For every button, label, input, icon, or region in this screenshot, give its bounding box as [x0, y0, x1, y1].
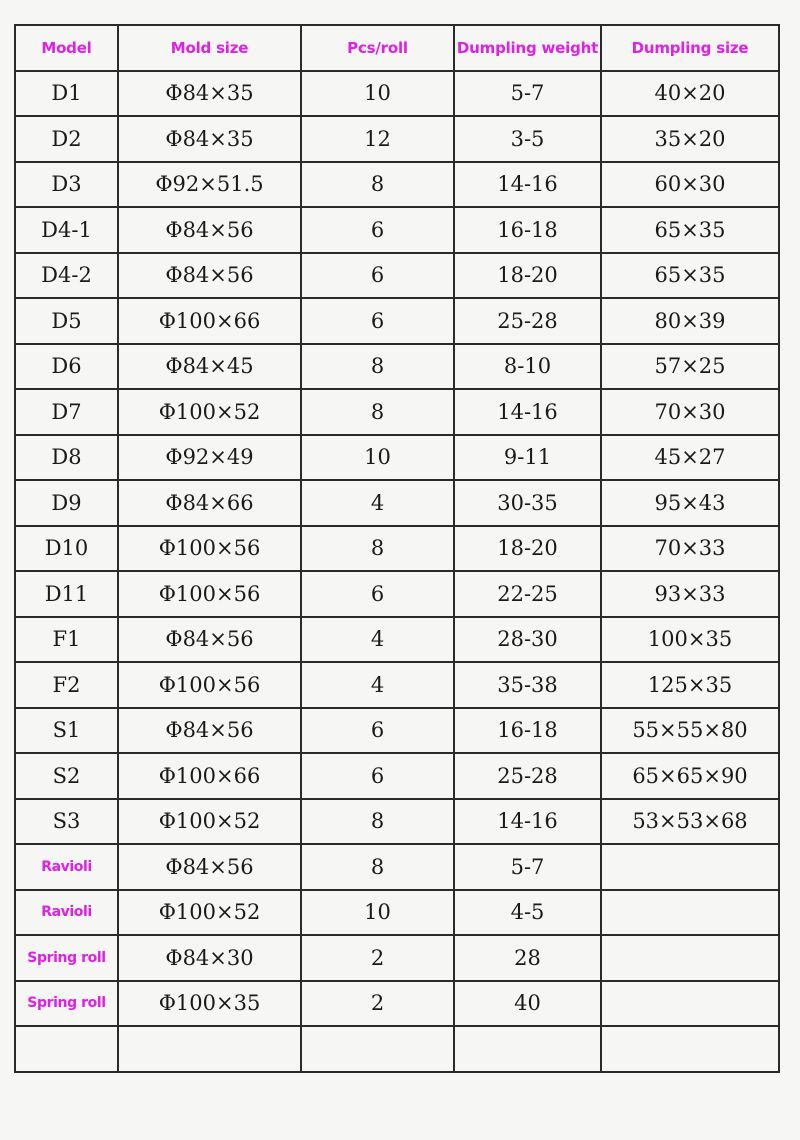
cell-pcs-per-roll: 10: [301, 435, 454, 481]
cell-dumpling-weight: 35-38: [454, 662, 601, 708]
table-row: [15, 890, 779, 936]
cell-dumpling-size: 65×35: [601, 253, 779, 299]
cell-pcs-per-roll: 10: [301, 890, 454, 936]
cell-mold-size: Φ100×66: [118, 753, 301, 799]
table-body: [15, 71, 779, 1072]
cell-dumpling-size: 35×20: [601, 116, 779, 162]
cell-model: D5: [15, 298, 118, 344]
cell-pcs-per-roll: 4: [301, 617, 454, 663]
cell-pcs-per-roll: 8: [301, 344, 454, 390]
cell-dumpling-weight: 5-7: [454, 844, 601, 890]
cell-dumpling-size: 57×25: [601, 344, 779, 390]
header-row: [15, 25, 779, 71]
cell-mold-size: Φ84×56: [118, 253, 301, 299]
cell-pcs-per-roll: 10: [301, 71, 454, 117]
table-row: [15, 571, 779, 617]
cell-dumpling-size: 53×53×68: [601, 799, 779, 845]
header-dumpling-size: Dumpling size: [601, 25, 779, 71]
cell-mold-size: Φ84×56: [118, 207, 301, 253]
cell-dumpling-size: 95×43: [601, 480, 779, 526]
cell-dumpling-weight: 4-5: [454, 890, 601, 936]
cell-model: S2: [15, 753, 118, 799]
cell-pcs-per-roll: 6: [301, 207, 454, 253]
table-row: [15, 617, 779, 663]
cell-model: D8: [15, 435, 118, 481]
cell-model: D11: [15, 571, 118, 617]
cell-pcs-per-roll: 4: [301, 480, 454, 526]
table-row: [15, 298, 779, 344]
cell-model: [15, 1026, 118, 1072]
cell-dumpling-size: 65×65×90: [601, 753, 779, 799]
cell-pcs-per-roll: [301, 1026, 454, 1072]
cell-dumpling-size: [601, 844, 779, 890]
cell-dumpling-size: 125×35: [601, 662, 779, 708]
cell-model: D7: [15, 389, 118, 435]
table-row: [15, 253, 779, 299]
cell-dumpling-size: 93×33: [601, 571, 779, 617]
cell-dumpling-weight: 40: [454, 981, 601, 1027]
cell-mold-size: Φ84×35: [118, 71, 301, 117]
cell-dumpling-weight: [454, 1026, 601, 1072]
cell-pcs-per-roll: 4: [301, 662, 454, 708]
cell-mold-size: Φ84×56: [118, 708, 301, 754]
cell-mold-size: Φ100×56: [118, 526, 301, 572]
table-row: [15, 435, 779, 481]
cell-pcs-per-roll: 8: [301, 799, 454, 845]
table-row: [15, 71, 779, 117]
table-row: [15, 753, 779, 799]
cell-mold-size: Φ100×56: [118, 662, 301, 708]
cell-dumpling-weight: 18-20: [454, 526, 601, 572]
cell-pcs-per-roll: 8: [301, 844, 454, 890]
cell-model: D2: [15, 116, 118, 162]
cell-model: D10: [15, 526, 118, 572]
cell-dumpling-size: 70×33: [601, 526, 779, 572]
cell-dumpling-weight: 16-18: [454, 207, 601, 253]
table-row: [15, 844, 779, 890]
cell-dumpling-size: 100×35: [601, 617, 779, 663]
cell-mold-size: Φ100×35: [118, 981, 301, 1027]
cell-pcs-per-roll: 6: [301, 708, 454, 754]
cell-dumpling-size: 40×20: [601, 71, 779, 117]
cell-pcs-per-roll: 6: [301, 253, 454, 299]
table-row: [15, 935, 779, 981]
header-mold-size: Mold size: [118, 25, 301, 71]
header-pcs-per-roll: Pcs/roll: [301, 25, 454, 71]
cell-pcs-per-roll: 6: [301, 571, 454, 617]
table-row: [15, 799, 779, 845]
cell-dumpling-weight: 3-5: [454, 116, 601, 162]
cell-pcs-per-roll: 2: [301, 981, 454, 1027]
table-row: [15, 708, 779, 754]
cell-mold-size: Φ92×49: [118, 435, 301, 481]
cell-dumpling-weight: 30-35: [454, 480, 601, 526]
cell-dumpling-weight: 18-20: [454, 253, 601, 299]
cell-dumpling-weight: 14-16: [454, 389, 601, 435]
cell-dumpling-size: 70×30: [601, 389, 779, 435]
cell-dumpling-weight: 25-28: [454, 298, 601, 344]
cell-model: D4-2: [15, 253, 118, 299]
cell-model: F2: [15, 662, 118, 708]
cell-dumpling-weight: 8-10: [454, 344, 601, 390]
cell-model: D4-1: [15, 207, 118, 253]
cell-dumpling-size: 45×27: [601, 435, 779, 481]
cell-pcs-per-roll: 2: [301, 935, 454, 981]
table-row: [15, 207, 779, 253]
cell-dumpling-size: 60×30: [601, 162, 779, 208]
cell-dumpling-size: [601, 890, 779, 936]
cell-pcs-per-roll: 6: [301, 753, 454, 799]
cell-dumpling-weight: 22-25: [454, 571, 601, 617]
cell-dumpling-size: 55×55×80: [601, 708, 779, 754]
cell-pcs-per-roll: 8: [301, 526, 454, 572]
cell-mold-size: Φ100×52: [118, 799, 301, 845]
cell-model: D9: [15, 480, 118, 526]
cell-model: D3: [15, 162, 118, 208]
cell-dumpling-weight: 5-7: [454, 71, 601, 117]
cell-mold-size: Φ100×66: [118, 298, 301, 344]
cell-model: Ravioli: [15, 890, 118, 936]
cell-mold-size: Φ84×56: [118, 844, 301, 890]
cell-pcs-per-roll: 8: [301, 162, 454, 208]
cell-pcs-per-roll: 6: [301, 298, 454, 344]
cell-model: Ravioli: [15, 844, 118, 890]
cell-dumpling-size: [601, 981, 779, 1027]
cell-mold-size: Φ84×66: [118, 480, 301, 526]
cell-dumpling-weight: 28-30: [454, 617, 601, 663]
table-row: [15, 480, 779, 526]
table-row: [15, 389, 779, 435]
cell-model: Spring roll: [15, 935, 118, 981]
cell-dumpling-weight: 14-16: [454, 162, 601, 208]
table-row: [15, 162, 779, 208]
table-row: [15, 1026, 779, 1072]
table-row: [15, 981, 779, 1027]
cell-model: S3: [15, 799, 118, 845]
cell-model: D1: [15, 71, 118, 117]
table-row: [15, 526, 779, 572]
cell-dumpling-size: [601, 935, 779, 981]
cell-dumpling-weight: 28: [454, 935, 601, 981]
cell-dumpling-weight: 9-11: [454, 435, 601, 481]
cell-mold-size: Φ100×56: [118, 571, 301, 617]
table-row: [15, 344, 779, 390]
cell-dumpling-size: 65×35: [601, 207, 779, 253]
table-row: [15, 662, 779, 708]
cell-mold-size: Φ84×30: [118, 935, 301, 981]
cell-dumpling-size: [601, 1026, 779, 1072]
cell-model: F1: [15, 617, 118, 663]
spec-table: [14, 24, 780, 1073]
cell-mold-size: [118, 1026, 301, 1072]
table-row: [15, 116, 779, 162]
cell-dumpling-size: 80×39: [601, 298, 779, 344]
cell-pcs-per-roll: 12: [301, 116, 454, 162]
cell-dumpling-weight: 16-18: [454, 708, 601, 754]
cell-dumpling-weight: 25-28: [454, 753, 601, 799]
cell-model: D6: [15, 344, 118, 390]
cell-model: S1: [15, 708, 118, 754]
header-model: Model: [15, 25, 118, 71]
cell-mold-size: Φ84×45: [118, 344, 301, 390]
cell-mold-size: Φ100×52: [118, 389, 301, 435]
cell-model: Spring roll: [15, 981, 118, 1027]
cell-mold-size: Φ100×52: [118, 890, 301, 936]
cell-dumpling-weight: 14-16: [454, 799, 601, 845]
header-dumpling-weight: Dumpling weight: [454, 25, 601, 71]
cell-mold-size: Φ92×51.5: [118, 162, 301, 208]
cell-mold-size: Φ84×35: [118, 116, 301, 162]
cell-pcs-per-roll: 8: [301, 389, 454, 435]
cell-mold-size: Φ84×56: [118, 617, 301, 663]
